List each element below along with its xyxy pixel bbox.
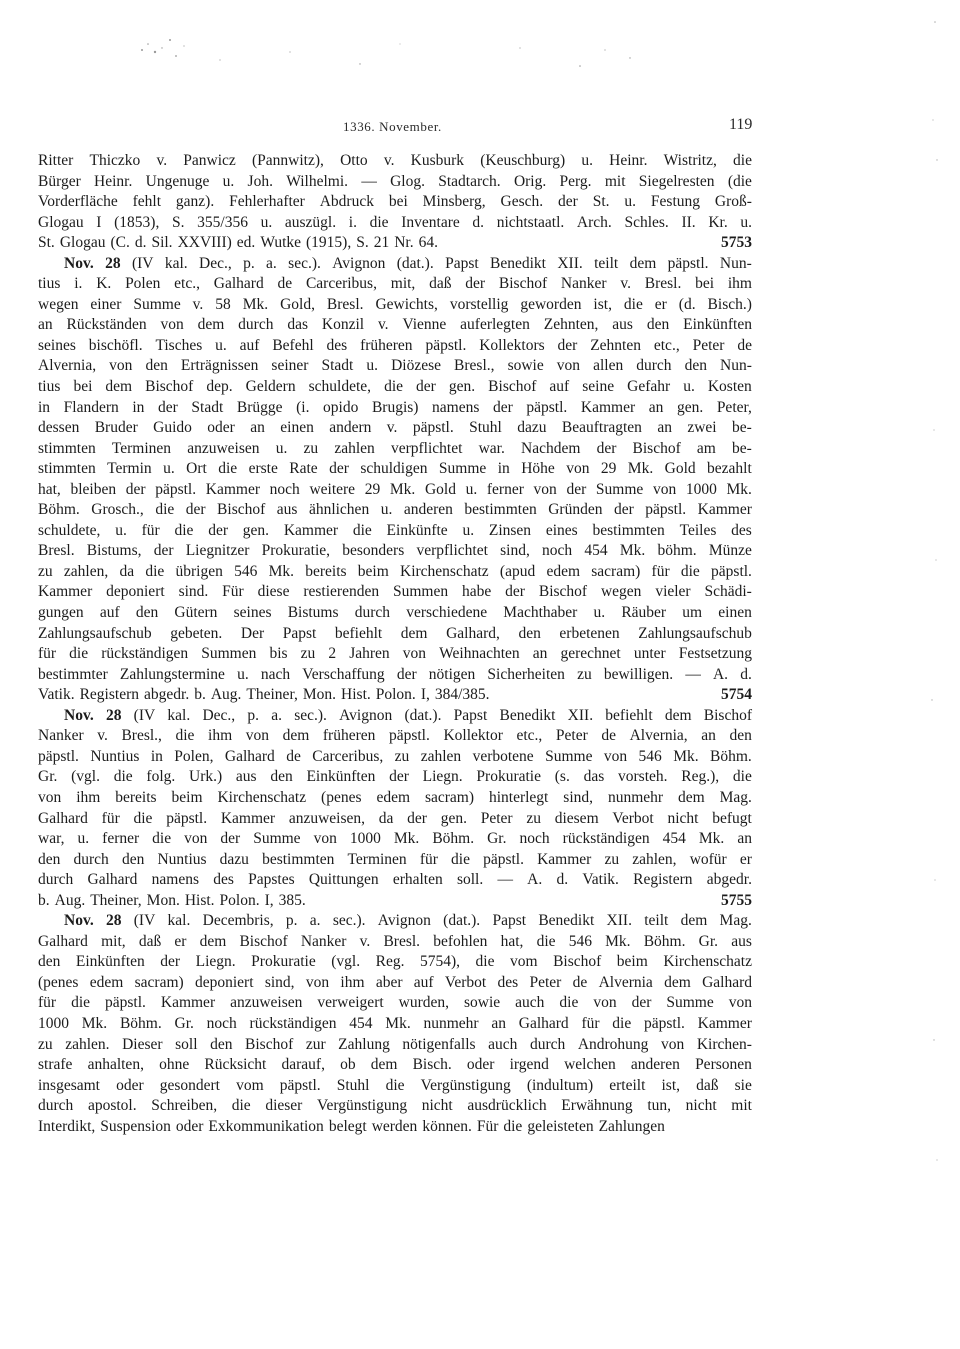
text-line: Interdikt, Suspension oder Exkommunikation belegt werden können. Für die geleisteten Zahlungen	[38, 1117, 665, 1135]
text-line: Gr. (vgl. die folg. Urk.) aus den Einkünften der Liegn. Prokuratie (s. das vorsteh. Reg.), die	[38, 768, 752, 786]
text-line: Galhard mit, daß er dem Bischof Nanker v. Bresl. befohlen hat, die 546 Mk. Böhm. Gr. aus	[38, 932, 752, 950]
text-line: (penes edem sacram) deponiert sind, von ihm aber auf Verbot des Peter de Alvernia dem Galhard	[38, 973, 752, 991]
text-line: Kammer deponiert sind. Für diese restierenden Summen habe der Bischof wegen vieler Schädi-	[38, 583, 752, 601]
text-line: insgesamt oder gesondert vom päpstl. Stuhl die Vergünstigung (indultum) erteilt ist, daß sie	[38, 1076, 752, 1094]
text-line: wegen einer Summe v. 58 Mk. Gold, Bresl. Gewichts, vorstellig geworden ist, die er (d. Bisch.)	[38, 295, 752, 313]
text-line: Böhm. Grosch., die der Bischof aus ähnlichen u. anderen bestimmten Gründen der päpstl. Kammer	[38, 501, 752, 519]
text-line: zu zahlen. Dieser soll den Bischof zur Zahlung nötigenfalls auch durch Androhung von Kirchen-	[38, 1035, 752, 1053]
text-line: St. Glogau (C. d. Sil. XXVIII) ed. Wutke (1915), S. 21 Nr. 64. 5753	[38, 233, 752, 254]
text-line: Bürger Heinr. Ungenuge u. Joh. Wilhelmi. — Glog. Stadtarch. Orig. Perg. mit Siegelresten (die	[38, 172, 752, 190]
text-line: bestimmter Zahlungstermine u. nach Verschaffung der nötigen Sicherheiten zu bewilligen. — A. d.	[38, 665, 752, 683]
text-line: Bresl. Bistums, der Liegnitzer Prokuratie, besonders verpflichtet sind, noch 454 Mk. böhm. Münze	[38, 542, 752, 560]
text-line: päpstl. Nuntius in Polen, Galhard de Carceribus, zu zahlen verbotene Summe von 546 Mk. Böhm.	[38, 747, 752, 765]
text-line: an Rückständen von dem durch das Konzil v. Vienne auferlegten Zehnten, aus den Einkünften	[38, 316, 752, 334]
text-line: Zahlungsaufschub gebeten. Der Papst befiehlt dem Galhard, den erbetenen Zahlungsaufschub	[38, 624, 752, 642]
page-header	[0, 116, 960, 139]
text-line: Glogau I (1853), S. 355/356 u. auszügl. i. die Inventare d. nichtstaatl. Arch. Schles. II. Kr. u.	[38, 213, 752, 231]
document-body	[38, 151, 752, 1137]
text-line: Vatik. Registern abgedr. b. Aug. Theiner, Mon. Hist. Polon. I, 384/385. 5754	[38, 685, 752, 706]
text-line: für die päpstl. Kammer anzuweisen verweigert wurden, sowie auch die von der Summe von	[38, 994, 752, 1012]
text-line: Nanker v. Bresl., die ihm von dem früheren päpstl. Kollektor etc., Peter de Alvernia, an den	[38, 727, 752, 745]
text-line: durch Galhard namens des Papstes Quittungen erhalten soll. — A. d. Vatik. Registern abgedr.	[38, 871, 752, 889]
text-line: strafe anhalten, ohne Rücksicht darauf, ob dem Bisch. oder irgend welchen anderen Personen	[38, 1056, 752, 1074]
register-number: 5753	[721, 234, 752, 252]
text-line: Vorderfläche fehlt ganz). Fehlerhafter Abdruck bei Minsberg, Gesch. der St. u. Festung Groß-	[38, 193, 752, 211]
running-head: 1336. November.	[343, 119, 442, 134]
text-line: Nov. 28 (IV kal. Dec., p. a. sec.). Avignon (dat.). Papst Benedikt XII. befiehlt dem Bischof	[64, 706, 752, 724]
text-line: dessen Bruder Guido oder an einen andern v. päpstl. Stuhl dazu Beauftragten an zwei be-	[38, 419, 752, 437]
text-line: den Einkünften der Liegn. Prokuratie (vgl. Reg. 5754), die vom Bischof beim Kirchenschatz	[38, 953, 752, 971]
text-line: stimmten Termin u. Ort die erste Rate der schuldigen Summe in Höhe von 29 Mk. Gold bezahlt	[38, 460, 752, 478]
text-line: in Flandern in der Stadt Brügge (i. opido Brugis) namens der päpstl. Kammer an gen. Peter,	[38, 398, 752, 416]
text-line: stimmten Terminen anzuweisen u. zu zahlen verpflichtet war. Nachdem der Bischof am be-	[38, 439, 752, 457]
register-number: 5755	[721, 891, 752, 909]
text-line: Nov. 28 (IV kal. Dec., p. a. sec.). Avignon (dat.). Papst Benedikt XII. teilt dem päpstl. Nun-	[64, 254, 752, 272]
text-line: 1000 Mk. Böhm. Gr. noch rückständigen 454 Mk. nunmehr an Galhard für die päpstl. Kammer	[38, 1014, 752, 1032]
text-line: gungen auf den Gütern seines Bistums durch verschiedene Machthaber u. Räuber um einen	[38, 604, 752, 622]
text-line: seines bischöfl. Tisches u. auf Befehl des früheren päpstl. Kollektors der Zehnten etc., Peter de	[38, 336, 752, 354]
text-line: schuldete, u. für die der gen. Kammer die Einkünfte u. Zinsen eines bestimmten Teiles des	[38, 521, 752, 539]
text-line: Galhard für die päpstl. Kammer anzuweisen, da der gen. Peter zu diesem Verbot nicht befugt	[38, 809, 752, 827]
text-line: b. Aug. Theiner, Mon. Hist. Polon. I, 385. 5755	[38, 891, 752, 912]
text-line: von ihm bereits beim Kirchenschatz (penes edem sacram) hinterlegt sind, nunmehr dem Mag.	[38, 788, 752, 806]
text-line: Nov. 28 (IV kal. Decembris, p. a. sec.). Avignon (dat.). Papst Benedikt XII. teilt dem Mag.	[64, 912, 752, 930]
text-line: Alvernia, von den Erträgnissen seiner Stadt u. Diözese Bresl., sowie von allen durch den Nun-	[38, 357, 752, 375]
text-line: durch apostol. Schreiben, die dieser Vergünstigung nicht ausdrücklich Erwähnung tun, nicht mit	[38, 1097, 752, 1115]
text-line: hat, bleiben der päpstl. Kammer noch weitere 29 Mk. Gold u. ferner von der Summe von 1000 Mk.	[38, 480, 752, 498]
scan-edge-noise	[925, 0, 945, 1349]
text-line: zu zahlen, da die übrigen 546 Mk. bereits beim Kirchenschatz (apud edem sacram) für die päpstl.	[38, 562, 752, 580]
text-line: tius i. K. Polen etc., Galhard de Carceribus, mit, daß der Bischof Nanker v. Bresl. bei ihm	[38, 275, 752, 293]
text-line: Ritter Thiczko v. Panwicz (Pannwitz), Otto v. Kusburk (Keuschburg) u. Heinr. Wistritz, die	[38, 152, 752, 169]
page-number: 119	[729, 116, 753, 133]
register-number: 5754	[721, 686, 752, 704]
text-line: war, u. ferner die von der Summe von 1000 Mk. Böhm. Gr. noch rückständigen 454 Mk. an	[38, 830, 752, 848]
scan-speckle-noise	[100, 30, 660, 80]
text-line: für die rückständigen Summen bis zu 2 Jahren von Weihnachten an gerechnet unter Festsetzung	[38, 645, 752, 663]
text-line: den durch den Nuntius dazu bestimmten Terminen für die päpstl. Kammer zu zahlen, wofür er	[38, 850, 752, 868]
text-line: tius bei dem Bischof dep. Geldern schuldete, die der gen. Bischof auf seine Gefahr u. Kosten	[38, 378, 752, 396]
